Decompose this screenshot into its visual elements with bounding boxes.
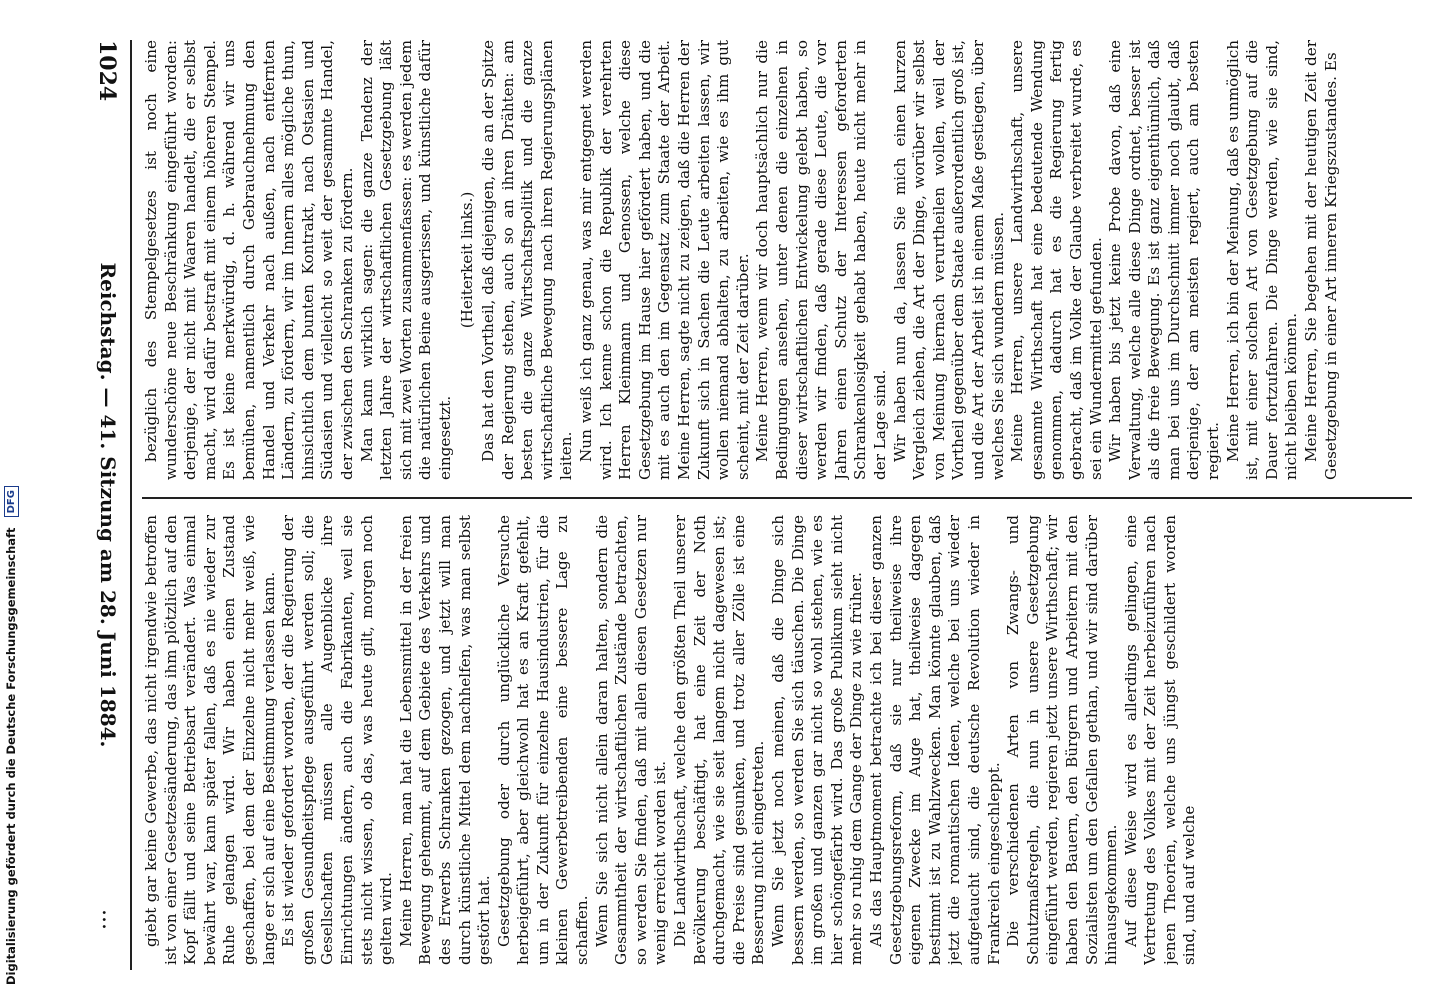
paragraph: Als das Hauptmoment betrachte ich bei dieser ganzen Gesetzgebungsreform, daß sie nur theilweise ihre eigenen Zwecke im Auge hat, theilweise dagegen bestimmt ist zu Wahlzwecken. Man könnte glauben, daß jetzt die romantischen Ideen, welche bei uns wieder aufgetaucht sind, die deutsche Revolution wieder in Frankreich eingeschleppt. (866, 515, 1003, 965)
paragraph: Meine Herren, wenn wir doch hauptsächlich nur die Bedingungen ansehen, unter denen die einzelnen in dieser wirtschaftlichen Entwickelung gelebt haben, so werden wir finden, daß gerade diese Leute, die vor Jahren einen Schutz der Interessen geforderten Schrankenlosigkeit gehabt haben, heute nicht mehr in der Lage sind. (753, 40, 889, 480)
text-column-left (142, 40, 1412, 480)
paragraph: Meine Herren, man hat die Lebensmittel in der freien Bewegung gehemmt, auf dem Gebiete des Verkehrs und des Erwerbs Schranken gezogen, und jetzt will man durch künstliche Mittel dem nachhelfen, was man selbst gestört hat. (396, 515, 494, 965)
paragraph: Wenn Sie jetzt noch meinen, daß die Dinge sich bessern werden, so werden Sie sich täuschen. Die Dinge im großen und ganzen gar nicht so wohl stehen, wie es hier schöngefärbt wird. Das große Publikum sieht nicht mehr so ruhig dem Gange der Dinge zu wie früher. (769, 515, 866, 965)
page-number: 1024 (94, 40, 120, 102)
paragraph: Meine Herren, Sie begehen mit der heutigen Zeit der Gesetzgebung in einer Art inneren Kriegszustandes. Es (1302, 40, 1340, 480)
page-header (84, 40, 124, 970)
paragraph: Wir haben nun da, lassen Sie mich einen kurzen Vergleich ziehen, die Art der Dinge, worüber wir selbst von Meinung hiernach verurtheilen wollen, weil der Vortheil gegenüber dem Staate außerordentlich groß ist, und die Art der Arbeit ist in einem Maße gestiegen, über welches Sie sich wundern müssen. (890, 40, 1007, 480)
paragraph: giebt gar keine Gewerbe, das nicht irgendwie betroffen ist von einer Gesetzesänderung, das ihm plötzlich auf den Kopf fällt und seine Betriebsart verändert. Was einmal bewährt war, kann später fallen, daß es nie wieder zur Ruhe gelangen wird. Wir haben einen Zustand geschaffen, bei dem der Einzelne nicht mehr weiß, wie lange er sich auf eine Bestimmung verlassen kann. (142, 515, 278, 965)
digitization-credit-strip (4, 0, 26, 1000)
header-trailing-mark: ... (97, 909, 122, 930)
paragraph: Meine Herren, ich bin der Meinung, daß es unmöglich ist, mit einer solchen Art von Gesetzgebung auf die Dauer fortzufahren. Die Dinge werden, wie sie sind, nicht bleiben können. (1223, 40, 1301, 480)
paragraph: Die Landwirthschaft, welche den größten Theil unserer Bevölkerung beschäftigt, hat eine Zeit der Noth durchgemacht, wie sie seit langem nicht dagewesen ist; die Preise sind gesunken, und trotz aller Zölle ist eine Besserung nicht eingetreten. (671, 515, 768, 965)
paragraph: Das hat den Vortheil, daß diejenigen, die an der Spitze der Regierung stehen, auch so an ihren Drähten: am besten die ganze Wirtschaftspolitik und die ganze wirtschaftliche Bewegung nach ihren Regierungsplänen leiten. (479, 40, 576, 480)
header-rule (130, 40, 132, 970)
paragraph: Wir haben bis jetzt keine Probe davon, daß eine Verwaltung, welche alle diese Dinge ordnet, besser ist als die freie Bewegung. Es ist ganz eigenthümlich, daß man bei uns im Durchschnitt immer noch glaubt, daß derjenige, der am meisten regiert, auch am besten regiert. (1106, 40, 1223, 480)
paragraph: Man kann wirklich sagen: die ganze Tendenz der letzten Jahre der wirtschaftlichen Gesetzgebung läßt sich mit zwei Worten zusammenfassen: es werden jedem die natürlichen Beine ausgerissen, und künstliche dafür eingesetzt. (357, 40, 454, 480)
credit-text: Digitalisierung gefördert durch die Deutsche Forschungsgemeinschaft (4, 527, 18, 985)
paragraph: Nun weiß ich ganz genau, was mir entgegnet werden wird. Ich kenne schon die Republik der verehrten Herren Kleinmann und Genossen, welche diese Gesetzgebung im Hause hier gefördert haben, und die mit es auch den im Gegensatz zum Staate der Arbeit. Meine Herren, sagte nicht zu zeigen, daß die Herren der Zukunft sich in Sachen die Leute arbeiten lassen, wir wollen niemand abhalten, zu arbeiten, wie es ihm gut scheint, mit der Zeit darüber. (577, 40, 752, 480)
paragraph: Gesetzgebung oder durch unglückliche Versuche herbeigeführt, aber gleichwohl hat es an Kraft gefehlt, um in der Zukunft für einzelne Hausindustrien, für die kleinen Gewerbetreibenden eine bessere Lage zu schaffen. (494, 515, 592, 965)
paragraph: Meine Herren, unsere Landwirthschaft, unsere gesammte Wirthschaft hat eine bedeutende Wendung genommen, dadurch hat es die Regierung fertig gebracht, daß im Volke der Glaube verbreitet wurde, es sei ein Wundermittel gefunden. (1008, 40, 1105, 480)
credit-line (4, 85, 19, 985)
paragraph: Auf diese Weise wird es allerdings gelingen, eine Vertretung des Volkes mit der Zeit herbeizuführen nach jenen Theorien, welche uns jüngst geschildert worden sind, und auf welche (1121, 515, 1199, 965)
paragraph: Es ist wieder gefordert worden, der die Regierung der großen Gesundheitspflege ausgeführt werden soll; die Gesellschaften müssen alle Augenblicke ihre Einrichtungen ändern, auch die Fabrikanten, weil sie stets nicht wissen, ob das, was heute gilt, morgen noch gelten wird. (279, 515, 396, 965)
stage-direction: (Heiterkeit links.) (457, 191, 476, 329)
paragraph: Wenn Sie sich nicht allein daran halten, sondern die Gesammtheit der wirtschaftlichen Zustände betrachten, so werden Sie finden, daß mit allen diesen Gesetzen nur wenig erreicht worden ist. (592, 515, 670, 965)
column-divider (142, 497, 1412, 499)
text-column-right (142, 515, 1412, 965)
dfg-logo: DFG (4, 486, 19, 517)
running-title: Reichstag. — 41. Sitzung am 28. Juni 1884. (96, 262, 120, 748)
paragraph: bezüglich des Stempelgesetzes ist noch eine wunderschöne neue Beschränkung eingeführt worden: derjenige, der nicht mit Waaren handelt, die er selbst macht, wird dafür bestraft mit einem höheren Stempel. Es ist keine merkwürdig, d. h. während wir uns bemühen, namentlich durch Gebrauchnehmung den Handel und Verkehr nach außen, nach entfernten Ländern, zu fördern, wir im Innern alles mögliche thun, hinsichtlich dem bunten Kontrakt, nach Ostasien und Südasien und vielleicht so weit der gesammte Handel, der zwischen den Schranken zu fördern. (142, 40, 356, 480)
paragraph: Die verschiedenen Arten von Zwangs- und Schutzmaßregeln, die nun in unsere Gesetzgebung eingeführt werden, regieren jetzt unsere Wirthschaft; wir haben den Bauern, den Bürgern und Arbeitern mit den Sozialisten um den Gefallen gethan, und wir sind darüber hinausgekommen. (1004, 515, 1121, 965)
